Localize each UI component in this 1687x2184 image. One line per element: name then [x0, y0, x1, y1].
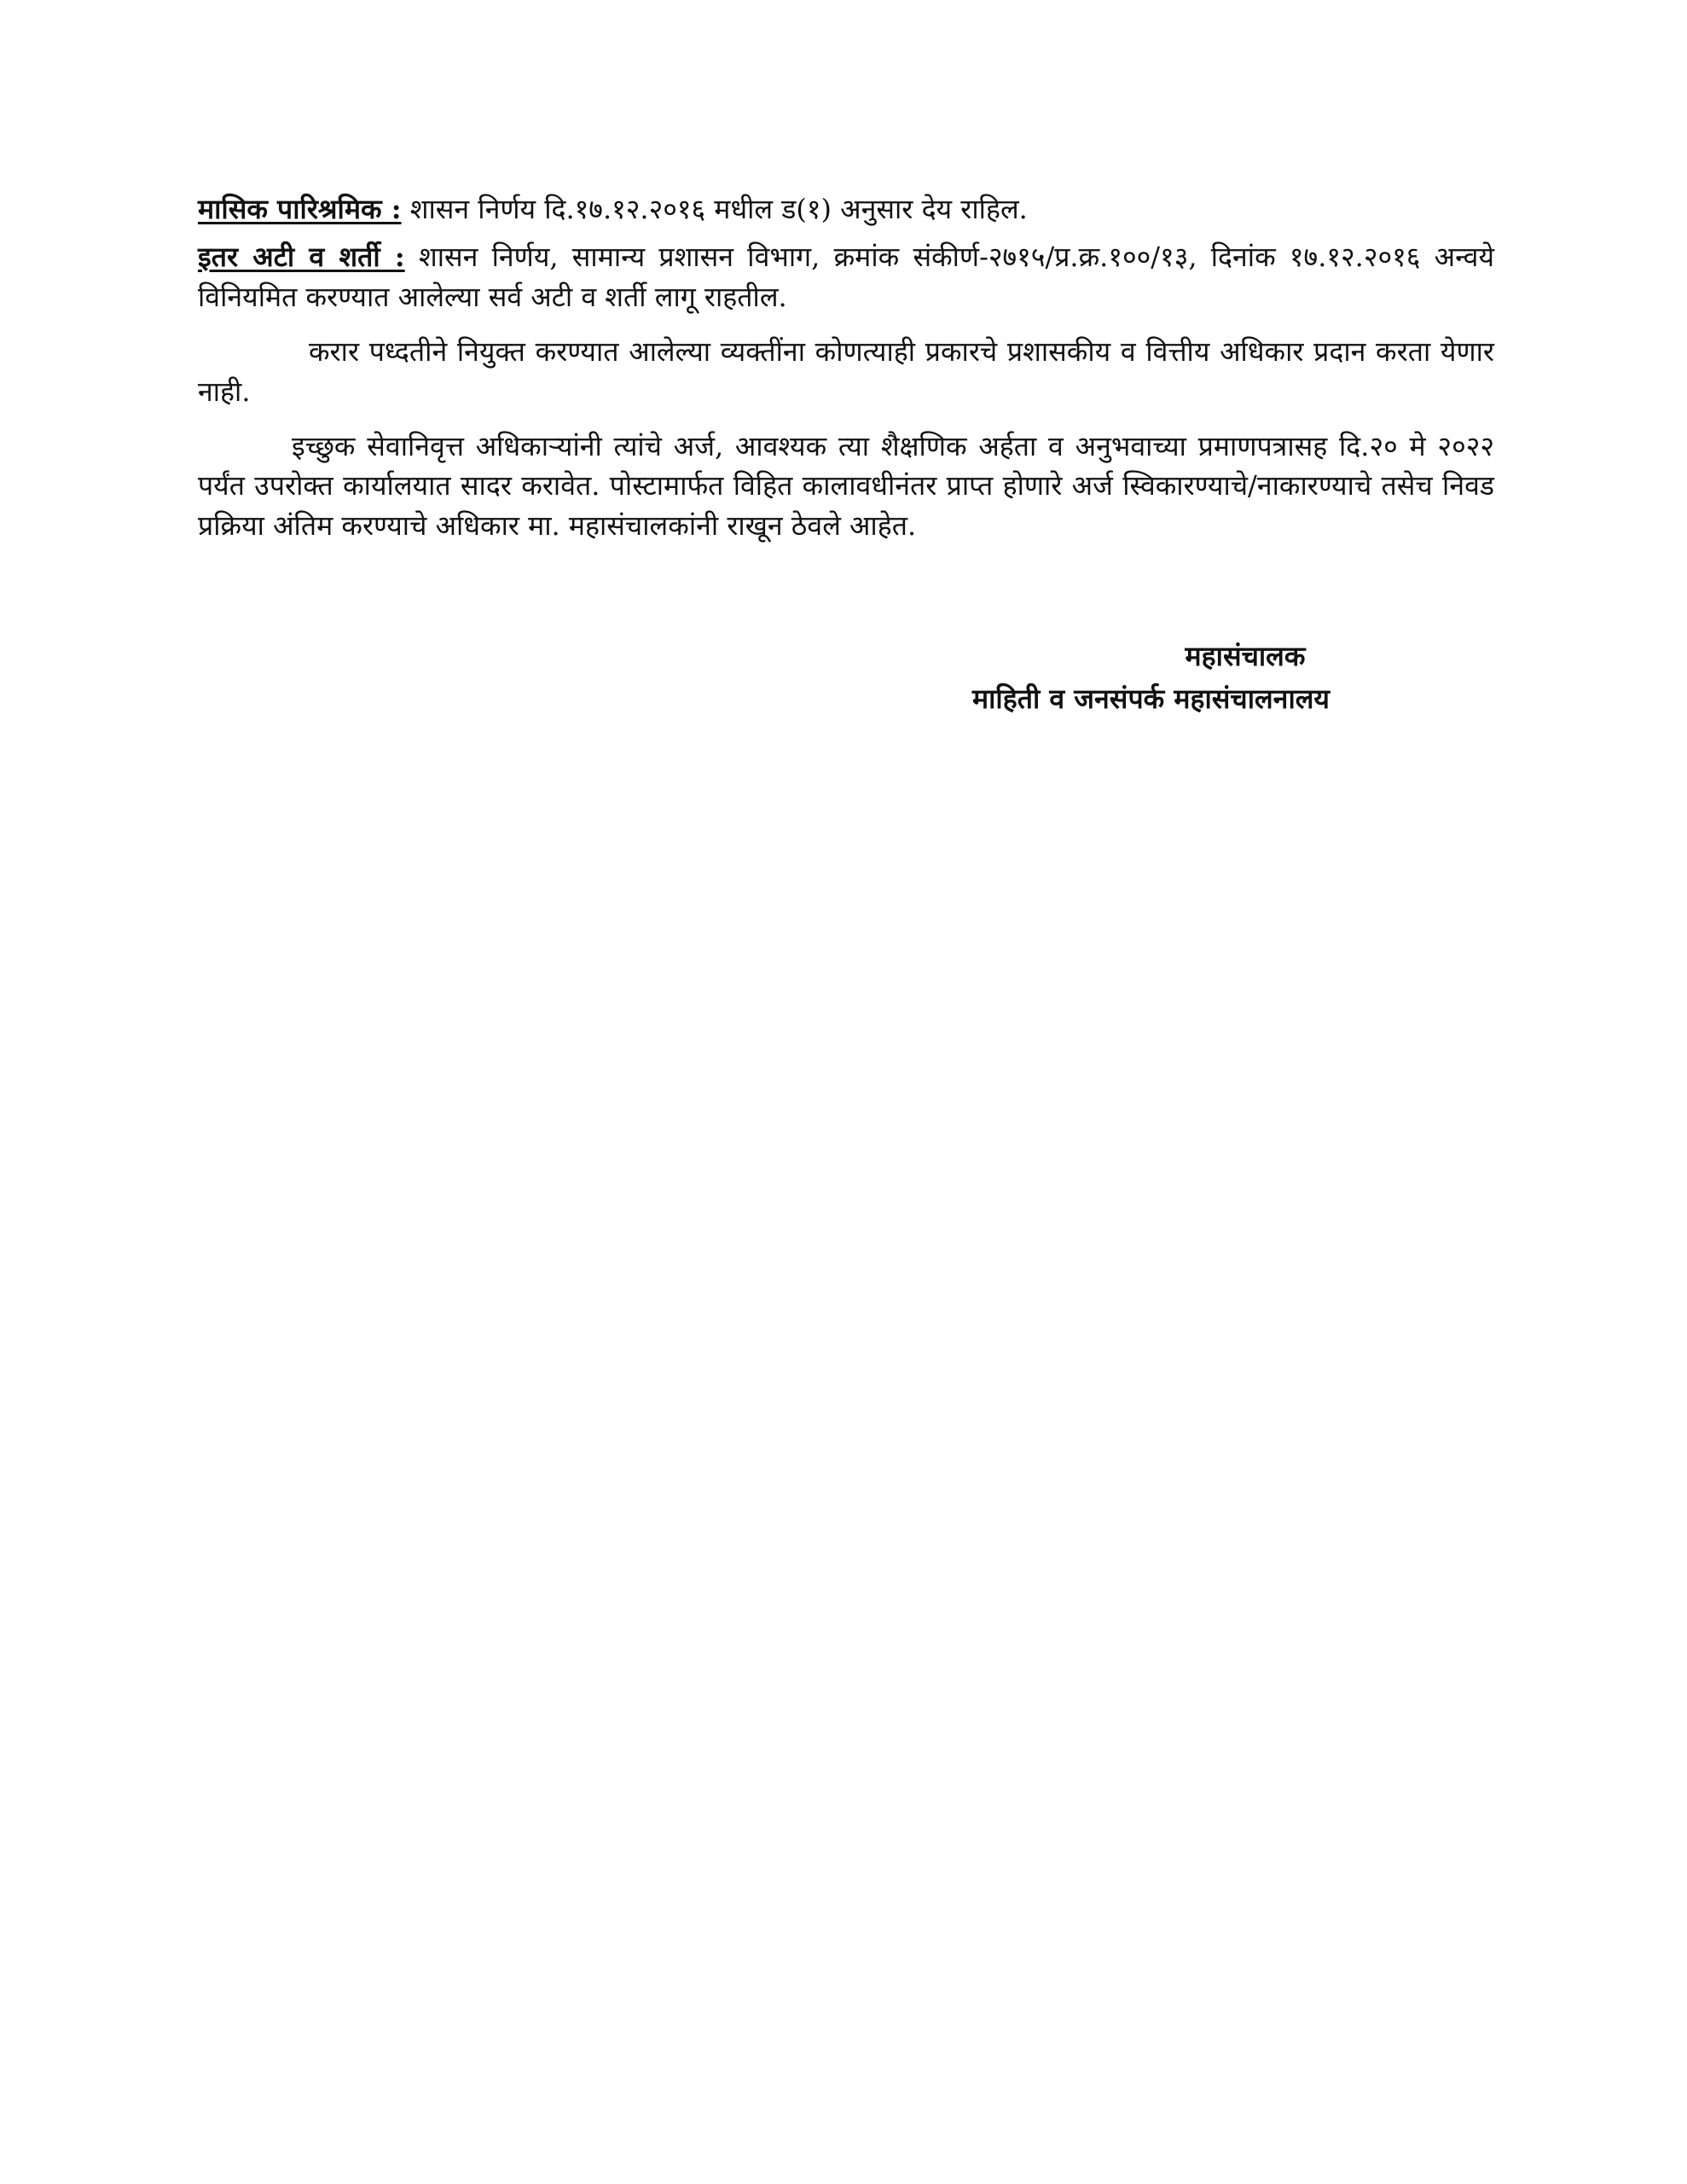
- other-terms-text: शासन निर्णय, सामान्य प्रशासन विभाग, क्रमांक संकीर्ण-२७१५/प्र.क्र.१००/१३, दिनांक १७.१२.२०१६ अन्वये विनियमित करण्यात आलेल्या सर्व अटी व शर्ती लागू राहतील.: [198, 241, 1495, 313]
- remuneration-label: मासिक पारिश्रमिक :: [198, 193, 402, 225]
- signature-title: महासंचालक: [1185, 640, 1306, 672]
- signature-block: [972, 636, 1416, 720]
- application-text: इच्छुक सेवानिवृत्त अधिकाऱ्यांनी त्यांचे अर्ज, आवश्यक त्या शैक्षणिक अर्हता व अनुभवाच्या प्रमाणपत्रासह दि.२० मे २०२२ पर्यंत उपरोक्त कार्यालयात सादर करावेत. पोस्टामार्फत विहित कालावधीनंतर प्राप्त होणारे अर्ज स्विकारण्याचे/नाकारण्याचे तसेच निवड प्रक्रिया अंतिम करण्याचे अधिकार मा. महासंचालकांनी राखून ठेवले आहेत.: [198, 429, 1494, 542]
- remuneration-text: शासन निर्णय दि.१७.१२.२०१६ मधील ड(१) अनुसार देय राहिल.: [401, 193, 1028, 225]
- no-authority-paragraph: [198, 332, 1494, 411]
- application-paragraph: [198, 427, 1494, 545]
- document-body: [198, 189, 1494, 561]
- no-authority-text: करार पध्दतीने नियुक्त करण्यात आलेल्या व्यक्तींना कोणत्याही प्रकारचे प्रशासकीय व वित्तीय अधिकार प्रदान करता येणार नाही.: [198, 335, 1494, 408]
- signature-office: माहिती व जनसंपर्क महासंचालनालय: [972, 682, 1330, 715]
- other-terms-paragraph: [198, 237, 1494, 317]
- other-terms-label: इतर अटी व शर्ती :: [198, 241, 405, 274]
- remuneration-paragraph: [198, 189, 1494, 229]
